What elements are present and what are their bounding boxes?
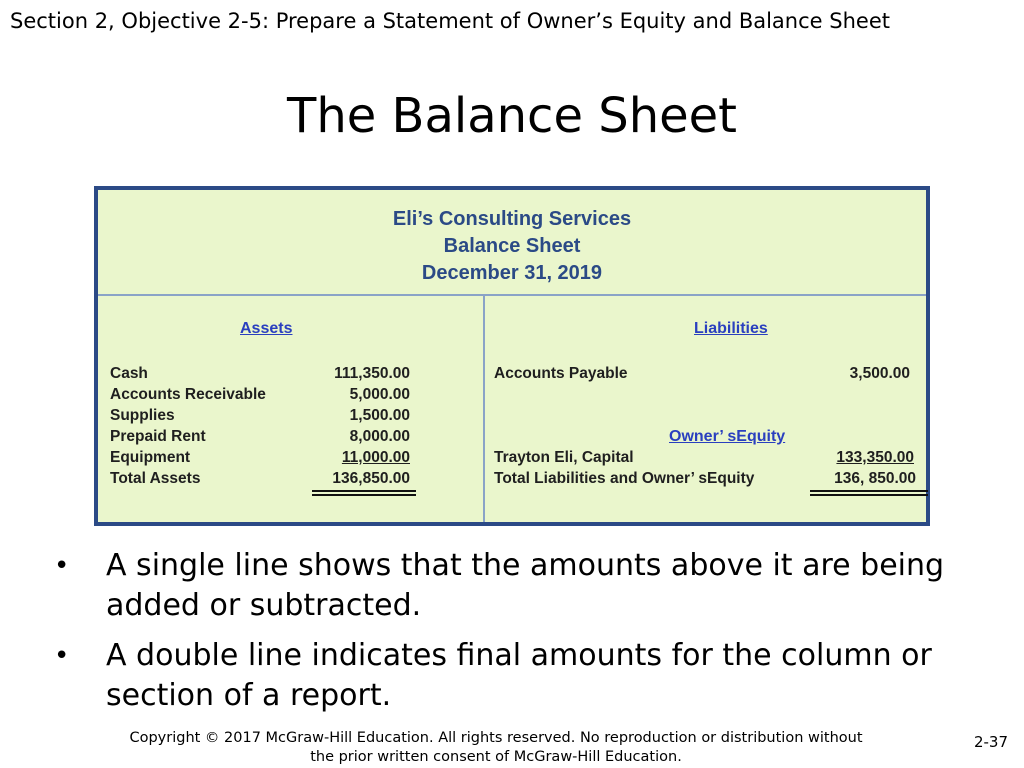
- page-number: 2-37: [973, 733, 1008, 751]
- asset-label-accounts-receivable: Accounts Receivable: [110, 386, 266, 403]
- asset-amount-total-assets: 136,850.00: [332, 470, 410, 487]
- assets-title: Assets: [240, 320, 293, 337]
- statement-date: December 31, 2019: [421, 262, 603, 284]
- asset-label-prepaid-rent: Prepaid Rent: [110, 428, 206, 445]
- asset-amount-accounts-receivable: 5,000.00: [349, 386, 410, 403]
- equity-amount-capital: 133,350.00: [836, 449, 914, 466]
- section-header: Section 2, Objective 2-5: Prepare a Statement of Owner’s Equity and Balance Sheet: [10, 9, 890, 33]
- bullet-list: [48, 546, 988, 726]
- liabilities-title: Liabilities: [694, 320, 768, 337]
- copyright-notice: [90, 729, 902, 767]
- column-divider: [483, 296, 485, 522]
- equity-label-total: Total Liabilities and Owner’ sEquity: [494, 470, 755, 487]
- bullet-item: [48, 546, 988, 626]
- double-line-top-assets: [312, 490, 416, 492]
- equity-title: Owner’ sEquity: [669, 428, 786, 445]
- asset-amount-supplies: 1,500.00: [349, 407, 410, 424]
- double-line-bottom-assets: [312, 494, 416, 496]
- double-line-bottom-equity: [810, 494, 928, 496]
- asset-amount-cash: 111,350.00: [334, 365, 410, 382]
- liability-amount-accounts-payable: 3,500.00: [849, 365, 910, 382]
- balance-sheet-heading: [98, 190, 926, 296]
- asset-label-equipment: Equipment: [110, 449, 191, 466]
- bullet-text: A double line indicates final amounts for the column or section of a report.: [106, 638, 932, 713]
- bullet-text: A single line shows that the amounts above it are being added or subtracted.: [106, 548, 945, 623]
- balance-sheet-figure: [94, 186, 930, 526]
- liability-label-accounts-payable: Accounts Payable: [494, 365, 628, 382]
- asset-label-cash: Cash: [110, 365, 148, 382]
- equity-amount-total: 136, 850.00: [834, 470, 916, 487]
- copyright-line-2: the prior written consent of McGraw-Hill Education.: [310, 749, 682, 765]
- statement-name: Balance Sheet: [443, 235, 581, 257]
- bullet-dot: •: [54, 551, 70, 581]
- company-name: Eli’s Consulting Services: [392, 208, 632, 230]
- slide-title: The Balance Sheet: [287, 88, 737, 144]
- asset-label-supplies: Supplies: [110, 407, 175, 424]
- copyright-line-1: Copyright © 2017 McGraw-Hill Education. All rights reserved. No reproduction or distribution without: [129, 730, 863, 746]
- asset-label-total-assets: Total Assets: [110, 470, 201, 487]
- bullet-item: [48, 636, 988, 716]
- asset-amount-prepaid-rent: 8,000.00: [349, 428, 410, 445]
- equity-label-capital: Trayton Eli, Capital: [494, 449, 634, 466]
- bullet-dot: •: [54, 641, 70, 671]
- asset-amount-equipment: 11,000.00: [341, 449, 410, 466]
- double-line-top-equity: [810, 490, 928, 492]
